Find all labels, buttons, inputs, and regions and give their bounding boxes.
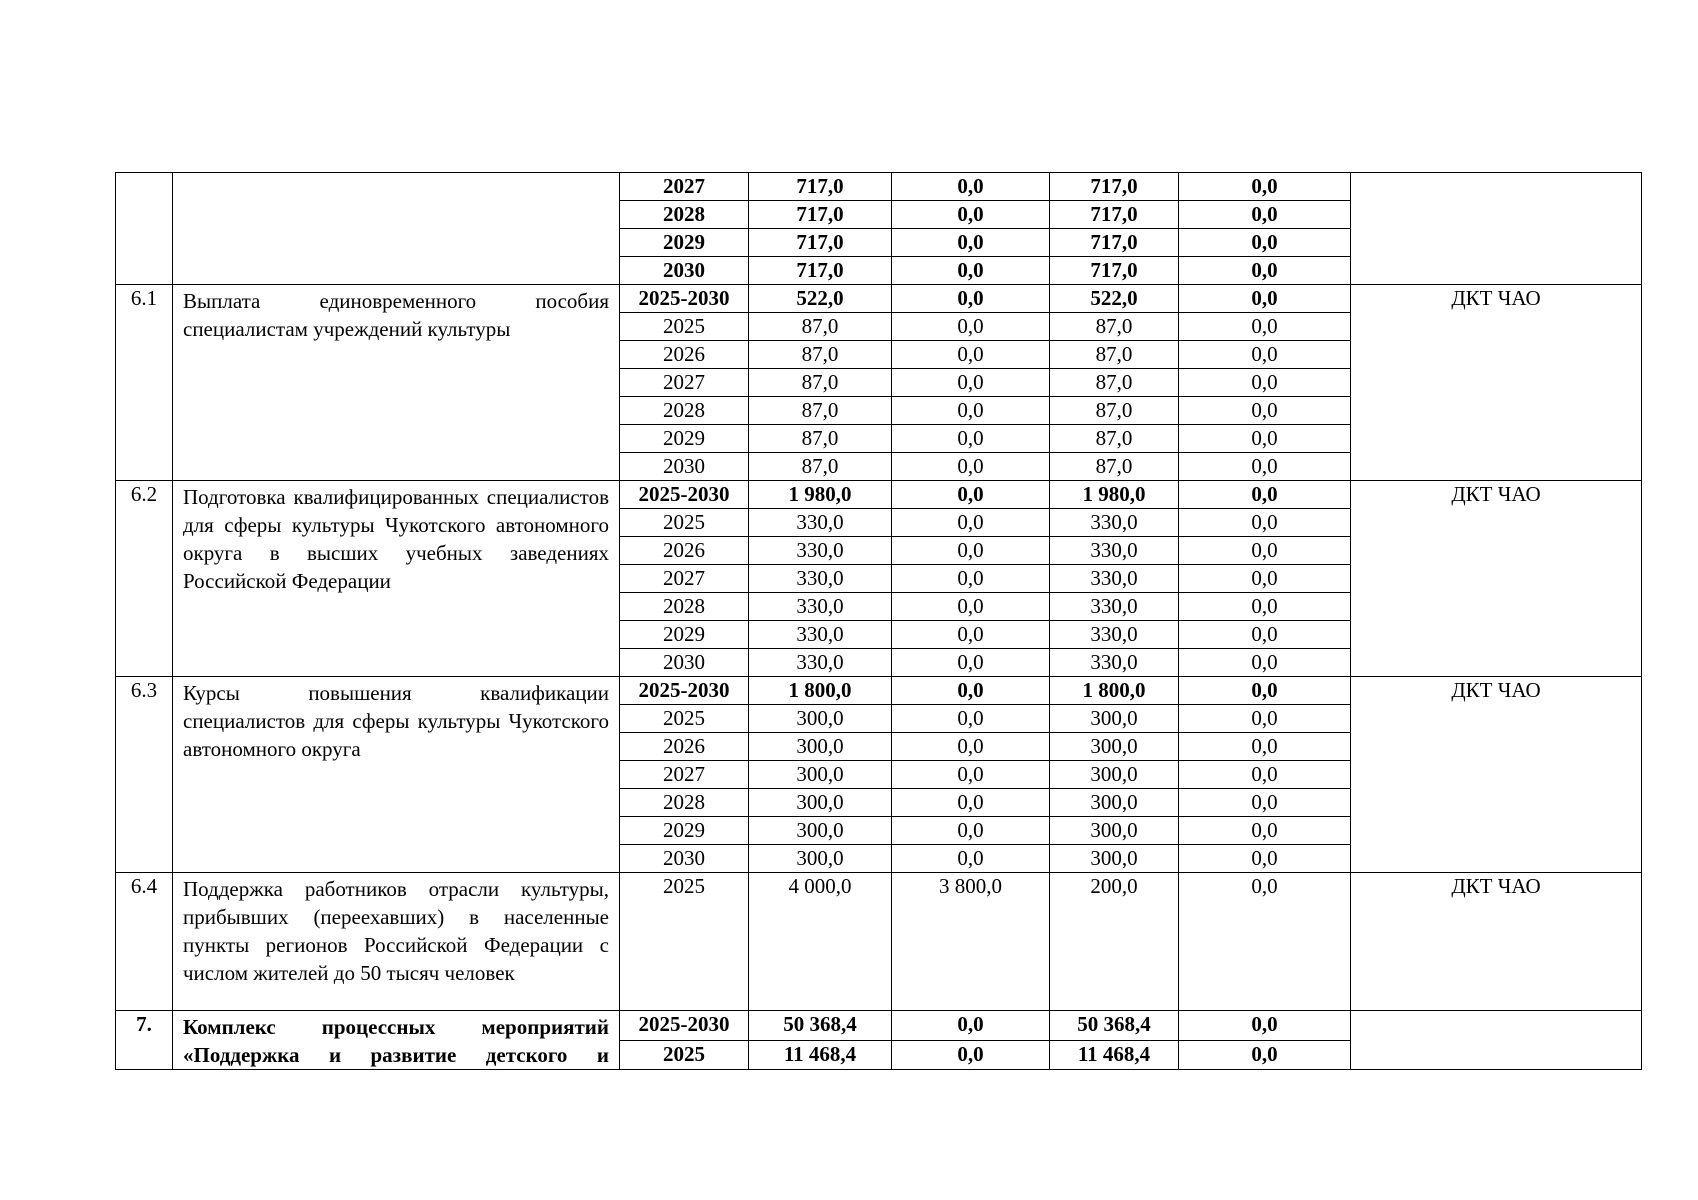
federal-budget-cell: 0,0: [892, 649, 1050, 677]
total-cell: 300,0: [749, 761, 892, 789]
total-cell: 300,0: [749, 817, 892, 845]
period-cell: 2029: [620, 425, 749, 453]
total-cell: 717,0: [749, 229, 892, 257]
period-cell: 2030: [620, 453, 749, 481]
federal-budget-cell: 0,0: [892, 369, 1050, 397]
item-number: [116, 173, 173, 285]
other-sources-cell: 0,0: [1179, 649, 1351, 677]
federal-budget-cell: 0,0: [892, 1040, 1050, 1070]
other-sources-cell: 0,0: [1179, 817, 1351, 845]
district-budget-cell: 330,0: [1050, 649, 1179, 677]
other-sources-cell: 0,0: [1179, 481, 1351, 509]
table-body: [116, 173, 1642, 1070]
district-budget-cell: 87,0: [1050, 341, 1179, 369]
other-sources-cell: 0,0: [1179, 369, 1351, 397]
total-cell: 717,0: [749, 173, 892, 201]
document-page: [115, 172, 1641, 1070]
total-cell: 87,0: [749, 313, 892, 341]
other-sources-cell: 0,0: [1179, 229, 1351, 257]
period-cell: 2025-2030: [620, 677, 749, 705]
executor-cell: ДКТ ЧАО: [1351, 873, 1642, 1011]
federal-budget-cell: 0,0: [892, 201, 1050, 229]
district-budget-cell: 50 368,4: [1050, 1011, 1179, 1041]
period-cell: 2029: [620, 621, 749, 649]
executor-cell: [1351, 1011, 1642, 1070]
table-row: [116, 173, 1642, 201]
period-cell: 2025-2030: [620, 285, 749, 313]
period-cell: 2025-2030: [620, 1011, 749, 1041]
item-number: 6.3: [116, 677, 173, 873]
total-cell: 330,0: [749, 537, 892, 565]
other-sources-cell: 0,0: [1179, 593, 1351, 621]
total-cell: 330,0: [749, 565, 892, 593]
period-cell: 2028: [620, 397, 749, 425]
period-cell: 2026: [620, 733, 749, 761]
total-cell: 1 980,0: [749, 481, 892, 509]
total-cell: 300,0: [749, 845, 892, 873]
district-budget-cell: 87,0: [1050, 425, 1179, 453]
table-row: [116, 1011, 1642, 1041]
item-name: Выплата единовременного пособия специалистам учреждений культуры: [173, 285, 620, 481]
total-cell: 522,0: [749, 285, 892, 313]
other-sources-cell: 0,0: [1179, 761, 1351, 789]
period-cell: 2029: [620, 229, 749, 257]
federal-budget-cell: 0,0: [892, 453, 1050, 481]
program-funding-table: [115, 172, 1642, 1070]
district-budget-cell: 200,0: [1050, 873, 1179, 1011]
other-sources-cell: 0,0: [1179, 705, 1351, 733]
total-cell: 87,0: [749, 341, 892, 369]
period-cell: 2029: [620, 817, 749, 845]
other-sources-cell: 0,0: [1179, 397, 1351, 425]
executor-cell: ДКТ ЧАО: [1351, 285, 1642, 481]
total-cell: 87,0: [749, 425, 892, 453]
other-sources-cell: 0,0: [1179, 201, 1351, 229]
period-cell: 2025: [620, 705, 749, 733]
other-sources-cell: 0,0: [1179, 285, 1351, 313]
federal-budget-cell: 0,0: [892, 341, 1050, 369]
other-sources-cell: 0,0: [1179, 733, 1351, 761]
period-cell: 2027: [620, 369, 749, 397]
period-cell: 2025: [620, 313, 749, 341]
other-sources-cell: 0,0: [1179, 257, 1351, 285]
district-budget-cell: 717,0: [1050, 201, 1179, 229]
total-cell: 87,0: [749, 453, 892, 481]
federal-budget-cell: 0,0: [892, 173, 1050, 201]
item-number: 7.: [116, 1011, 173, 1070]
district-budget-cell: 300,0: [1050, 733, 1179, 761]
table-row: [116, 481, 1642, 509]
total-cell: 717,0: [749, 201, 892, 229]
other-sources-cell: 0,0: [1179, 845, 1351, 873]
district-budget-cell: 300,0: [1050, 789, 1179, 817]
district-budget-cell: 330,0: [1050, 509, 1179, 537]
district-budget-cell: 1 800,0: [1050, 677, 1179, 705]
federal-budget-cell: 0,0: [892, 761, 1050, 789]
district-budget-cell: 717,0: [1050, 173, 1179, 201]
other-sources-cell: 0,0: [1179, 873, 1351, 1011]
other-sources-cell: 0,0: [1179, 341, 1351, 369]
federal-budget-cell: 0,0: [892, 817, 1050, 845]
period-cell: 2026: [620, 341, 749, 369]
district-budget-cell: 330,0: [1050, 565, 1179, 593]
total-cell: 4 000,0: [749, 873, 892, 1011]
district-budget-cell: 300,0: [1050, 845, 1179, 873]
period-cell: 2028: [620, 201, 749, 229]
total-cell: 87,0: [749, 369, 892, 397]
other-sources-cell: 0,0: [1179, 313, 1351, 341]
total-cell: 87,0: [749, 397, 892, 425]
federal-budget-cell: 0,0: [892, 789, 1050, 817]
period-cell: 2030: [620, 257, 749, 285]
federal-budget-cell: 0,0: [892, 537, 1050, 565]
district-budget-cell: 717,0: [1050, 229, 1179, 257]
executor-cell: [1351, 173, 1642, 285]
period-cell: 2025-2030: [620, 481, 749, 509]
total-cell: 300,0: [749, 705, 892, 733]
period-cell: 2025: [620, 509, 749, 537]
district-budget-cell: 300,0: [1050, 817, 1179, 845]
period-cell: 2030: [620, 649, 749, 677]
other-sources-cell: 0,0: [1179, 1040, 1351, 1070]
item-number: 6.1: [116, 285, 173, 481]
period-cell: 2027: [620, 565, 749, 593]
total-cell: 1 800,0: [749, 677, 892, 705]
other-sources-cell: 0,0: [1179, 453, 1351, 481]
table-row: [116, 285, 1642, 313]
other-sources-cell: 0,0: [1179, 789, 1351, 817]
total-cell: 330,0: [749, 593, 892, 621]
federal-budget-cell: 0,0: [892, 1011, 1050, 1041]
total-cell: 330,0: [749, 621, 892, 649]
item-name: Курсы повышения квалификации специалистов для сферы культуры Чукотского автономного округа: [173, 677, 620, 873]
total-cell: 11 468,4: [749, 1040, 892, 1070]
district-budget-cell: 300,0: [1050, 761, 1179, 789]
federal-budget-cell: 0,0: [892, 425, 1050, 453]
district-budget-cell: 1 980,0: [1050, 481, 1179, 509]
federal-budget-cell: 0,0: [892, 565, 1050, 593]
district-budget-cell: 11 468,4: [1050, 1040, 1179, 1070]
total-cell: 300,0: [749, 733, 892, 761]
district-budget-cell: 300,0: [1050, 705, 1179, 733]
table-row: [116, 677, 1642, 705]
federal-budget-cell: 0,0: [892, 705, 1050, 733]
federal-budget-cell: 0,0: [892, 621, 1050, 649]
district-budget-cell: 87,0: [1050, 453, 1179, 481]
total-cell: 330,0: [749, 649, 892, 677]
federal-budget-cell: 0,0: [892, 733, 1050, 761]
other-sources-cell: 0,0: [1179, 425, 1351, 453]
period-cell: 2028: [620, 789, 749, 817]
total-cell: 717,0: [749, 257, 892, 285]
district-budget-cell: 87,0: [1050, 369, 1179, 397]
district-budget-cell: 87,0: [1050, 397, 1179, 425]
executor-cell: ДКТ ЧАО: [1351, 481, 1642, 677]
total-cell: 50 368,4: [749, 1011, 892, 1041]
federal-budget-cell: 0,0: [892, 397, 1050, 425]
executor-cell: ДКТ ЧАО: [1351, 677, 1642, 873]
federal-budget-cell: 0,0: [892, 845, 1050, 873]
district-budget-cell: 87,0: [1050, 313, 1179, 341]
district-budget-cell: 522,0: [1050, 285, 1179, 313]
other-sources-cell: 0,0: [1179, 677, 1351, 705]
item-name: Комплекс процессных мероприятий «Поддержка и развитие детского и: [173, 1011, 620, 1070]
other-sources-cell: 0,0: [1179, 621, 1351, 649]
district-budget-cell: 717,0: [1050, 257, 1179, 285]
other-sources-cell: 0,0: [1179, 509, 1351, 537]
district-budget-cell: 330,0: [1050, 537, 1179, 565]
federal-budget-cell: 0,0: [892, 285, 1050, 313]
period-cell: 2025: [620, 1040, 749, 1070]
federal-budget-cell: 0,0: [892, 593, 1050, 621]
other-sources-cell: 0,0: [1179, 1011, 1351, 1041]
district-budget-cell: 330,0: [1050, 593, 1179, 621]
federal-budget-cell: 0,0: [892, 257, 1050, 285]
period-cell: 2027: [620, 761, 749, 789]
item-name: [173, 173, 620, 285]
period-cell: 2030: [620, 845, 749, 873]
federal-budget-cell: 0,0: [892, 313, 1050, 341]
other-sources-cell: 0,0: [1179, 173, 1351, 201]
district-budget-cell: 330,0: [1050, 621, 1179, 649]
other-sources-cell: 0,0: [1179, 537, 1351, 565]
federal-budget-cell: 0,0: [892, 229, 1050, 257]
total-cell: 300,0: [749, 789, 892, 817]
period-cell: 2027: [620, 173, 749, 201]
federal-budget-cell: 3 800,0: [892, 873, 1050, 1011]
item-number: 6.4: [116, 873, 173, 1011]
item-number: 6.2: [116, 481, 173, 677]
item-name: Поддержка работников отрасли культуры, прибывших (переехавших) в населенные пункты регионов Российской Федерации с числом жителей до 50 тысяч человек: [173, 873, 620, 1011]
item-name: Подготовка квалифицированных специалистов для сферы культуры Чукотского автономного округа в высших учебных заведениях Российской Федерации: [173, 481, 620, 677]
federal-budget-cell: 0,0: [892, 677, 1050, 705]
federal-budget-cell: 0,0: [892, 481, 1050, 509]
period-cell: 2026: [620, 537, 749, 565]
other-sources-cell: 0,0: [1179, 565, 1351, 593]
federal-budget-cell: 0,0: [892, 509, 1050, 537]
period-cell: 2025: [620, 873, 749, 1011]
total-cell: 330,0: [749, 509, 892, 537]
table-row: [116, 873, 1642, 1011]
period-cell: 2028: [620, 593, 749, 621]
